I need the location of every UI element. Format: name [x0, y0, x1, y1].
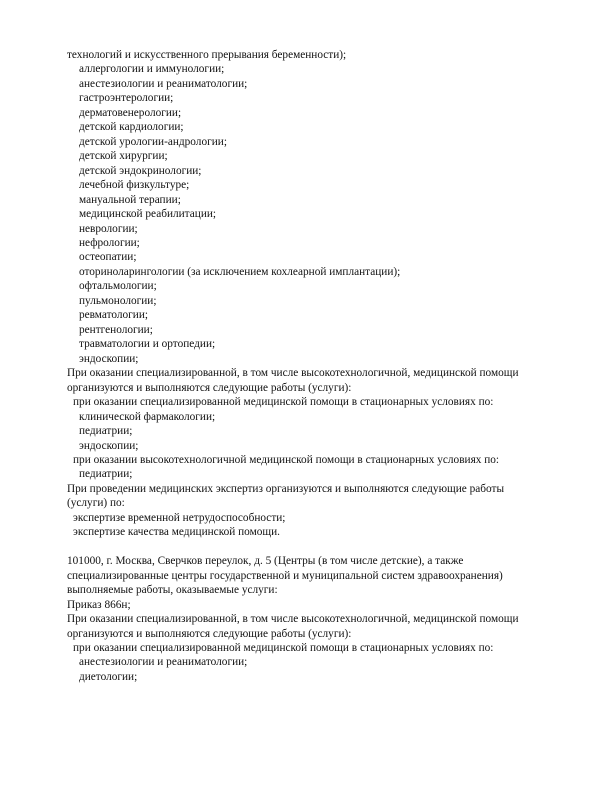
list-item: гастроэнтерологии; [79, 92, 174, 104]
paragraph-line: организуются и выполняются следующие работы (услуги): [67, 628, 352, 640]
list-item: диетологии; [79, 671, 138, 683]
paragraph-line: организуются и выполняются следующие работы (услуги): [67, 382, 352, 394]
subheading-line: при оказании высокотехнологичной медицинской помощи в стационарных условиях по: [73, 454, 500, 466]
list-item: анестезиологии и реаниматологии; [79, 656, 248, 668]
list-item: ревматологии; [79, 309, 149, 321]
list-item: медицинской реабилитации; [79, 208, 217, 220]
list-item: эндоскопии; [79, 353, 139, 365]
list-item: офтальмологии; [79, 280, 157, 292]
subheading-line: при оказании специализированной медицинской помощи в стационарных условиях по: [73, 396, 494, 408]
list-item: аллергологии и иммунологии; [79, 63, 225, 75]
list-item: экспертизе качества медицинской помощи. [73, 526, 280, 538]
paragraph-line: выполняемые работы, оказываемые услуги: [67, 584, 278, 596]
list-item: пульмонологии; [79, 295, 157, 307]
subheading-line: при оказании специализированной медицинской помощи в стационарных условиях по: [73, 642, 494, 654]
paragraph-line: При оказании специализированной, в том числе высокотехнологичной, медицинской помощи [67, 367, 519, 379]
paragraph-line: (услуги) по: [67, 497, 125, 509]
list-item: детской урологии-андрологии; [79, 136, 227, 148]
list-item: эндоскопии; [79, 440, 139, 452]
paragraph-line: специализированные центры государственной и муниципальной систем здравоохранения) [67, 570, 503, 582]
list-item: остеопатии; [79, 251, 137, 263]
list-item: детской кардиологии; [79, 121, 184, 133]
list-item: неврологии; [79, 223, 138, 235]
text-line: технологий и искусственного прерывания беременности); [67, 49, 347, 61]
list-item: детской эндокринологии; [79, 165, 202, 177]
address-line: 101000, г. Москва, Сверчков переулок, д. 5 (Центры (в том числе детские), а также [67, 555, 464, 567]
list-item: мануальной терапии; [79, 194, 181, 206]
list-item: оториноларингологии (за исключением кохлеарной имплантации); [79, 266, 401, 278]
list-item: анестезиологии и реаниматологии; [79, 78, 248, 90]
list-item: педиатрии; [79, 468, 133, 480]
list-item: педиатрии; [79, 425, 133, 437]
list-item: дерматовенерологии; [79, 107, 182, 119]
paragraph-line: При проведении медицинских экспертиз организуются и выполняются следующие работы [67, 483, 505, 495]
list-item: лечебной физкультуре; [79, 179, 190, 191]
paragraph-line: При оказании специализированной, в том числе высокотехнологичной, медицинской помощи [67, 613, 519, 625]
list-item: рентгенологии; [79, 324, 153, 336]
list-item: экспертизе временной нетрудоспособности; [73, 512, 286, 524]
list-item: нефрологии; [79, 237, 140, 249]
list-item: клинической фармакологии; [79, 411, 216, 423]
list-item: травматологии и ортопедии; [79, 338, 216, 350]
order-reference: Приказ 866н; [67, 599, 131, 611]
list-item: детской хирургии; [79, 150, 168, 162]
